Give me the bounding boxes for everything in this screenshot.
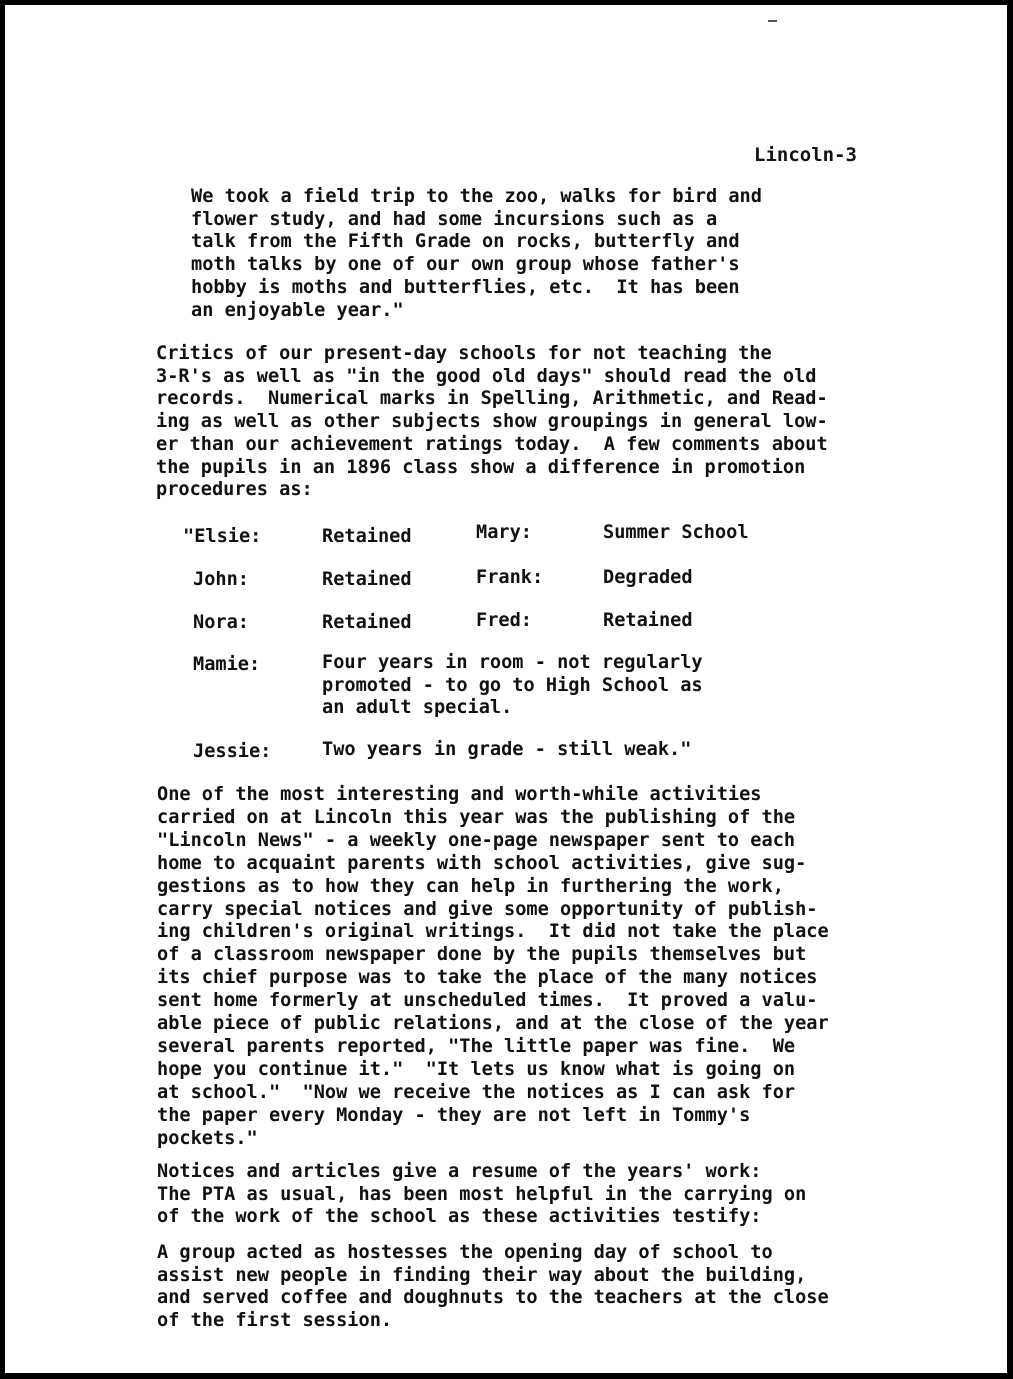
pupil-status: Summer School: [603, 522, 749, 543]
pupil-name: "Elsie:: [183, 526, 262, 547]
paragraph-critics: Critics of our present-day schools for not teaching the 3-R's as well as "in the good old days" should read the old records. Numerical marks in Spelling, Arithmetic, and Read- ing as well as other subjects show groupings in general low- er than our achievement ratings today. A few comments about the pupils in an 1896 class show a difference in promotion procedures as:: [156, 343, 828, 501]
pupil-name: Fred:: [476, 610, 532, 631]
scan-border-right: [1007, 0, 1013, 1379]
pupil-status: Retained: [603, 610, 693, 631]
paragraph-field-trip: We took a field trip to the zoo, walks for bird and flower study, and had some incursions such as a talk from the Fifth Grade on rocks, butterfly and moth talks by one of our own group whose father's hobby is moths and butterflies, etc. It has been an enjoyable year.": [191, 186, 762, 321]
pupil-name: Mary:: [476, 522, 532, 543]
pupil-name: Jessie:: [193, 741, 272, 762]
paragraph-lincoln-news: One of the most interesting and worth-while activities carried on at Lincoln this year was the publishing of the "Lincoln News" - a weekly one-page newspaper sent to each home to acquaint parents with school activities, give sug- gestions as to how they can help in furthering the work, carry special notices and give some opportunity of publish- ing children's original writings. It did not take the place of a classroom newspaper done by the pupils themselves but its chief purpose was to take the place of the many notices sent home formerly at unscheduled times. It proved a valu- able piece of public relations, and at the close of the year several parents reported, "The little paper was fine. We hope you continue it." "It lets us know what is going on at school." "Now we receive the notices as I can ask for the paper every Monday - they are not left in Tommy's pockets.": [157, 784, 829, 1149]
page-number: Lincoln-3: [754, 144, 857, 166]
pupil-status: Retained: [322, 569, 412, 590]
scan-border-top: [0, 0, 1013, 5]
pupil-name: John:: [193, 569, 249, 590]
pupil-status: Retained: [322, 612, 412, 633]
scan-border-bottom: [0, 1373, 1013, 1379]
pupil-status: Four years in room - not regularly promoted - to go to High School as an adult special.: [322, 652, 703, 719]
pupil-name: Nora:: [193, 612, 249, 633]
pupil-status: Degraded: [603, 567, 693, 588]
pupil-status: Retained: [322, 526, 412, 547]
paragraph-notices: Notices and articles give a resume of the years' work: The PTA as usual, has been most helpful in the carrying on of the work of the school as these activities testify:: [157, 1161, 807, 1228]
pupil-name: Frank:: [476, 567, 544, 588]
pupil-status: Two years in grade - still weak.": [322, 739, 692, 760]
pupil-name: Mamie:: [193, 654, 261, 675]
paragraph-hostesses: A group acted as hostesses the opening day of school to assist new people in finding their way about the building, and served coffee and doughnuts to the teachers at the close of the first session.: [157, 1242, 829, 1332]
scan-border-left: [0, 0, 5, 1379]
scan-mark: [768, 20, 777, 22]
